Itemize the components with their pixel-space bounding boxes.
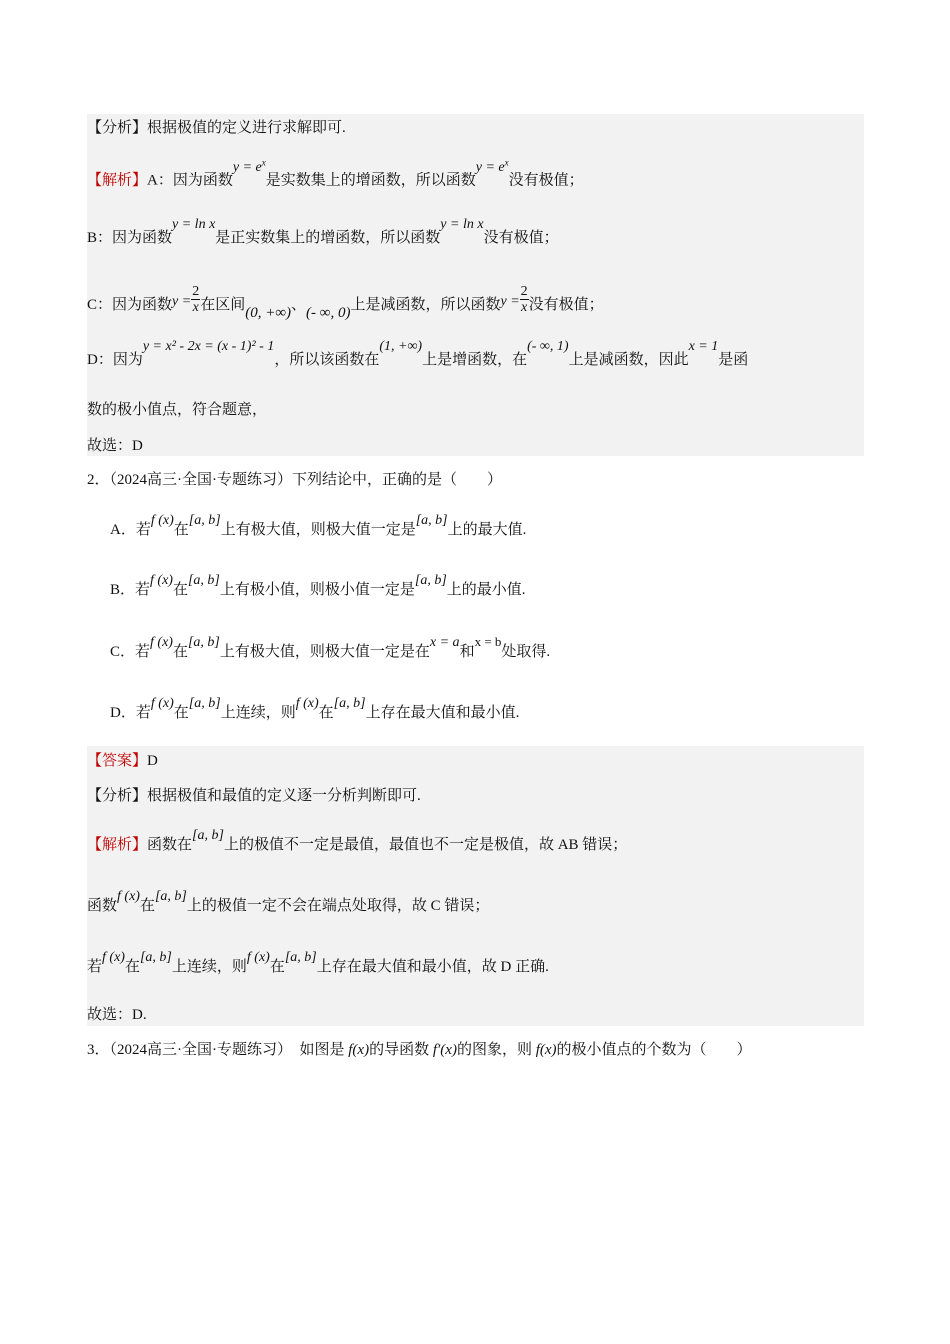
text: 没有极值； [508, 172, 584, 189]
text: 若 [87, 959, 103, 975]
fraction: $\frac{2}{x}$ [192, 284, 200, 315]
text: A：因为函数 [147, 172, 233, 189]
text: 上的最大值. [447, 522, 527, 538]
text: 在 [173, 522, 189, 538]
text: 上的极值一定不会在端点处取得，故 C 错误； [186, 898, 490, 914]
math: [a, b] [415, 513, 448, 528]
math: (- ∞, 0) [306, 304, 351, 321]
text: D：因为 [87, 352, 143, 368]
math: y = ln x [440, 217, 484, 232]
text: C．若 [110, 644, 151, 660]
text: 的极小值点的个数为（ ） [556, 1042, 752, 1058]
text: 上是减函数，所以函数 [350, 296, 501, 313]
text: 上连续，则 [220, 705, 296, 721]
question-3-stem [87, 1040, 752, 1060]
math: x = b [474, 634, 502, 649]
text: D．若 [110, 705, 151, 721]
text: 和 [459, 644, 475, 660]
math: f (x) [150, 513, 174, 528]
text: 在 [318, 705, 334, 721]
text: 上有极小值，则极小值一定是 [219, 582, 415, 598]
text: 是实数集上的增函数，所以函数 [265, 172, 476, 189]
math: f (x) [295, 696, 319, 711]
text: ，所以该函数在 [274, 352, 380, 368]
text: 在 [172, 582, 188, 598]
text: C：因为函数 [87, 296, 173, 313]
math: [a, b] [284, 950, 317, 965]
math: [a, b] [154, 889, 187, 904]
solution-line-c: C：因为函数y = $\frac{2}{x}$ 在区间(0, +∞)、(- ∞, 0)上是减函数，所以函数y = $\frac{2}{x}$ 没有极值； [87, 284, 604, 321]
fraction: $\frac{2}{x}$ [520, 284, 528, 315]
math-exp: $y = e^x$ [475, 157, 509, 175]
math: f (x) [246, 950, 270, 965]
question-2-stem: 2．（2024高三·全国·专题练习）下列结论中，正确的是（ ） [87, 472, 502, 488]
text: 的导函数 [369, 1042, 433, 1058]
math: f(x) [535, 1042, 557, 1058]
option-b [110, 573, 526, 601]
math: y = x² - 2x = (x - 1)² - 1 [142, 339, 275, 354]
math: f (x) [102, 950, 125, 965]
math: [a, b] [187, 573, 220, 588]
text: 3．（2024高三·全国·专题练习） 如图是 [87, 1042, 349, 1058]
math: [a, b] [188, 696, 221, 711]
text: 上是减函数，因此 [568, 352, 689, 368]
text: 在 [139, 898, 155, 914]
math: [a, b] [139, 950, 172, 965]
text: 函数在 [147, 837, 193, 853]
math: (1, +∞) [379, 339, 423, 354]
text: 在 [172, 644, 188, 660]
math: y = e [475, 159, 505, 175]
math: [a, b] [192, 828, 224, 843]
answer-tag: 【答案】 [87, 753, 148, 769]
text: 上是增函数，在 [422, 352, 528, 368]
solution-2-line-2 [87, 889, 490, 917]
text: 、 [291, 296, 307, 313]
analysis-tag: 【分析】 [87, 788, 148, 804]
text: A．若 [110, 522, 151, 538]
math-exp: $y = e^x$ [232, 157, 266, 175]
text: B：因为函数 [87, 230, 173, 246]
math: [a, b] [333, 696, 366, 711]
text: 上连续，则 [171, 959, 247, 975]
math: x = a [429, 635, 460, 650]
math: f(x) [348, 1042, 370, 1058]
text: 上的极值不一定是最值，最值也不一定是极值，故 AB 错误； [223, 837, 628, 853]
text: B．若 [110, 582, 151, 598]
text: 在 [269, 959, 285, 975]
analysis-line-1 [87, 118, 346, 138]
math: [a, b] [414, 573, 447, 588]
solution-line-a [87, 157, 584, 192]
answer-text: D [147, 753, 158, 769]
text: 上存在最大值和最小值，故 D 正确. [316, 959, 549, 975]
solution-line-d2: 数的极小值点，符合题意， [87, 402, 268, 418]
text: 在 [124, 959, 140, 975]
solution-tag: 【解析】 [87, 837, 148, 853]
math: (- ∞, 1) [527, 339, 569, 354]
math: f (x) [117, 889, 140, 904]
math: f (x) [150, 635, 173, 650]
text: 上有极大值，则极大值一定是 [220, 522, 416, 538]
solution-2-line-1 [87, 828, 628, 856]
math: f′(x) [432, 1042, 457, 1058]
text: 在区间 [200, 296, 246, 313]
analysis-text: 根据极值和最值的定义逐一分析判断即可. [147, 788, 421, 804]
math: [a, b] [188, 513, 221, 528]
analysis-line-2 [87, 786, 421, 806]
conclusion-1: 故选：D [87, 438, 143, 454]
analysis-text: 根据极值的定义进行求解即可. [147, 120, 346, 136]
math: [a, b] [187, 635, 220, 650]
option-c [110, 634, 551, 663]
solution-line-d [87, 339, 749, 371]
text: 的图象，则 [456, 1042, 536, 1058]
solution-2-line-3 [87, 950, 549, 978]
math: y = e [232, 159, 262, 175]
text: 上有极大值，则极大值一定是在 [219, 644, 430, 660]
text: 没有极值； [528, 296, 604, 313]
solution-tag: 【解析】 [87, 172, 148, 189]
math: y = ln x [172, 217, 216, 232]
text: 是正实数集上的增函数，所以函数 [215, 230, 441, 246]
text: 上的最小值. [446, 582, 526, 598]
math: f (x) [150, 573, 173, 588]
math: (0, +∞) [245, 304, 292, 321]
option-a [110, 513, 527, 541]
math: x = 1 [688, 339, 719, 354]
conclusion-2: 故选：D. [87, 1007, 147, 1023]
text: 在 [173, 705, 189, 721]
solution-line-b [87, 217, 559, 249]
text: 没有极值； [483, 230, 559, 246]
text: 函数 [87, 898, 118, 914]
text: 处取得. [501, 644, 551, 660]
answer-line [87, 751, 158, 771]
option-d [110, 696, 520, 724]
math: f (x) [150, 696, 174, 711]
text: 上存在最大值和最小值. [365, 705, 520, 721]
text: 是函 [718, 352, 749, 368]
analysis-tag: 【分析】 [87, 120, 148, 136]
